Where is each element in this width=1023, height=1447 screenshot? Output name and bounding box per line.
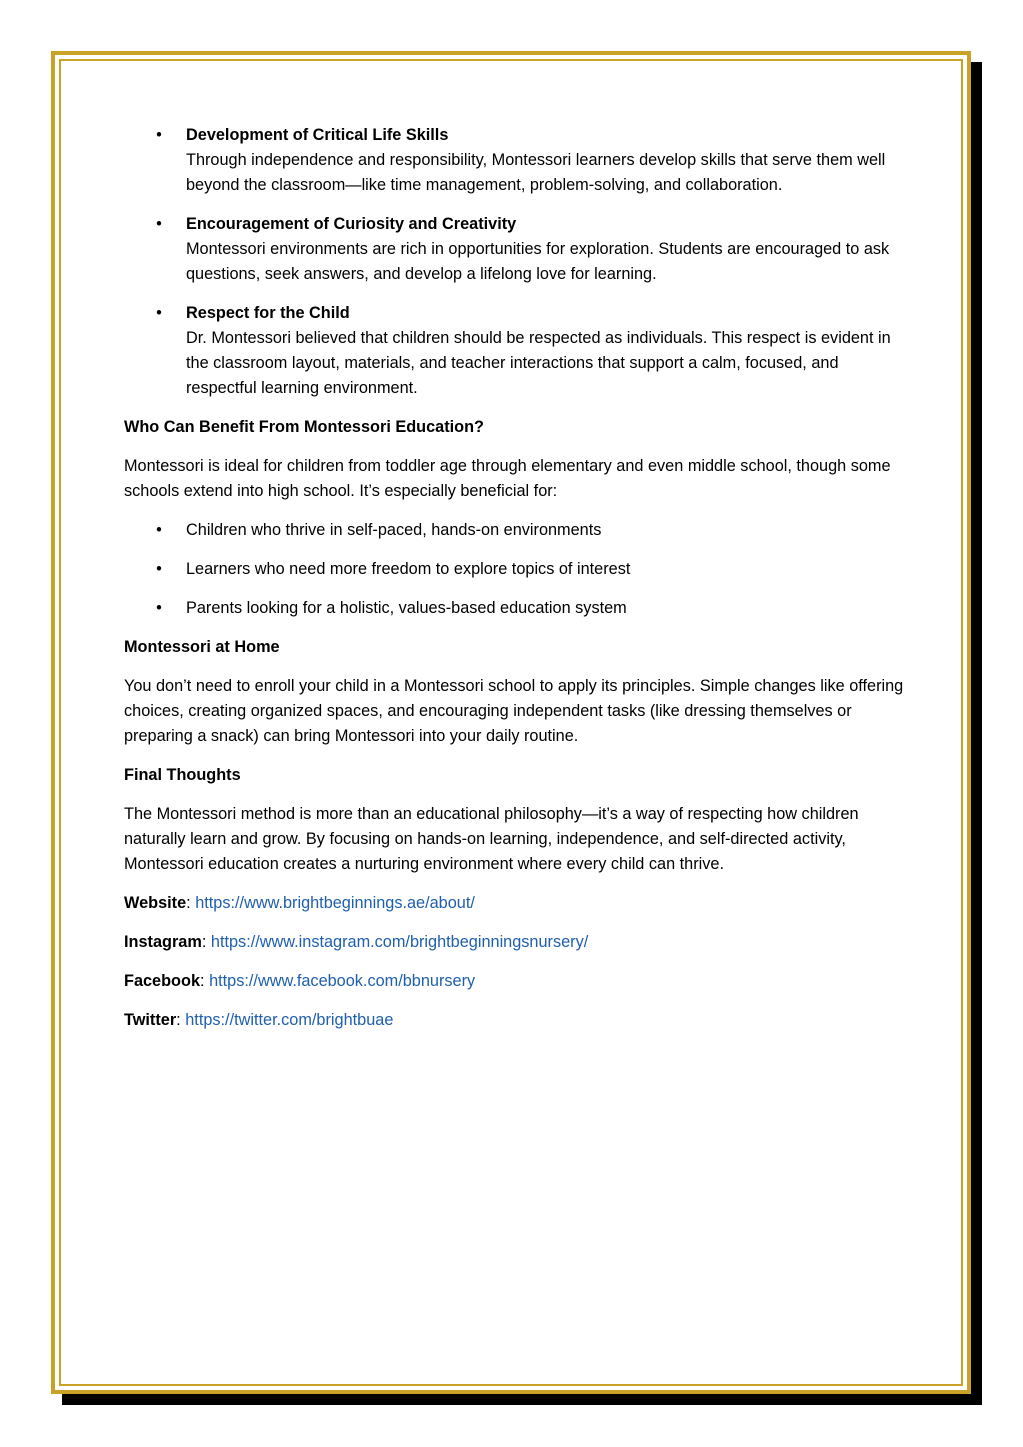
bullet-icon: • xyxy=(156,215,162,233)
list-item-title: Respect for the Child xyxy=(186,304,350,322)
website-label: Website xyxy=(124,894,187,912)
list-item xyxy=(124,301,904,401)
who-can-benefit-heading: Who Can Benefit From Montessori Education? xyxy=(124,418,485,436)
list-item xyxy=(124,557,904,582)
label-separator: : xyxy=(176,1011,186,1029)
website-link-line xyxy=(124,891,904,916)
facebook-link-line xyxy=(124,969,904,994)
twitter-link[interactable]: https://twitter.com/brightbuae xyxy=(185,1011,394,1029)
bullet-icon: • xyxy=(156,560,162,578)
list-item-body: Through independence and responsibility, Montessori learners develop skills that serve them well beyond the classroom—like time management, problem-solving, and collaboration. xyxy=(186,151,886,194)
twitter-link-line xyxy=(124,1008,904,1033)
label-separator: : xyxy=(186,894,196,912)
list-item xyxy=(124,596,904,621)
final-thoughts-text: The Montessori method is more than an educational philosophy—it’s a way of respecting how children naturally learn and grow. By focusing on hands-on learning, independence, and self-directed activity, Montessori education creates a nurturing environment where every child can thrive. xyxy=(124,805,859,873)
list-item xyxy=(124,212,904,287)
instagram-label: Instagram xyxy=(124,933,202,951)
instagram-link-line xyxy=(124,930,904,955)
website-link[interactable]: https://www.brightbeginnings.ae/about/ xyxy=(195,894,475,912)
list-item-text: Learners who need more freedom to explore topics of interest xyxy=(186,560,631,578)
final-thoughts-heading: Final Thoughts xyxy=(124,766,241,784)
list-item-body: Montessori environments are rich in opportunities for exploration. Students are encouraged to ask questions, seek answers, and develop a lifelong love for learning. xyxy=(186,240,890,283)
list-item-title: Development of Critical Life Skills xyxy=(186,126,449,144)
list-item-title: Encouragement of Curiosity and Creativity xyxy=(186,215,517,233)
who-can-benefit-intro: Montessori is ideal for children from toddler age through elementary and even middle school, though some schools extend into high school. It’s especially beneficial for: xyxy=(124,457,891,500)
bullet-icon: • xyxy=(156,126,162,144)
benefits-list xyxy=(124,123,904,401)
bullet-icon: • xyxy=(156,304,162,322)
instagram-link[interactable]: https://www.instagram.com/brightbeginningsnursery/ xyxy=(210,933,589,951)
list-item-text: Children who thrive in self-paced, hands-on environments xyxy=(186,521,602,539)
beneficiaries-list xyxy=(124,518,904,621)
list-item xyxy=(124,123,904,198)
facebook-link[interactable]: https://www.facebook.com/bbnursery xyxy=(209,972,476,990)
bullet-icon: • xyxy=(156,521,162,539)
montessori-at-home-heading: Montessori at Home xyxy=(124,638,280,656)
twitter-label: Twitter xyxy=(124,1011,177,1029)
facebook-label: Facebook xyxy=(124,972,201,990)
bullet-icon: • xyxy=(156,599,162,617)
list-item-body: Dr. Montessori believed that children should be respected as individuals. This respect is evident in the classroom layout, materials, and teacher interactions that support a calm, focused, and respectful learning environment. xyxy=(186,329,891,397)
montessori-at-home-text: You don’t need to enroll your child in a Montessori school to apply its principles. Simple changes like offering choices, creating organized spaces, and encouraging independent tasks (like dressing themselves or preparing a snack) can bring Montessori into your daily routine. xyxy=(124,677,904,745)
label-separator: : xyxy=(200,972,210,990)
document-content xyxy=(124,123,904,1047)
list-item-text: Parents looking for a holistic, values-based education system xyxy=(186,599,627,617)
list-item xyxy=(124,518,904,543)
label-separator: : xyxy=(201,933,211,951)
